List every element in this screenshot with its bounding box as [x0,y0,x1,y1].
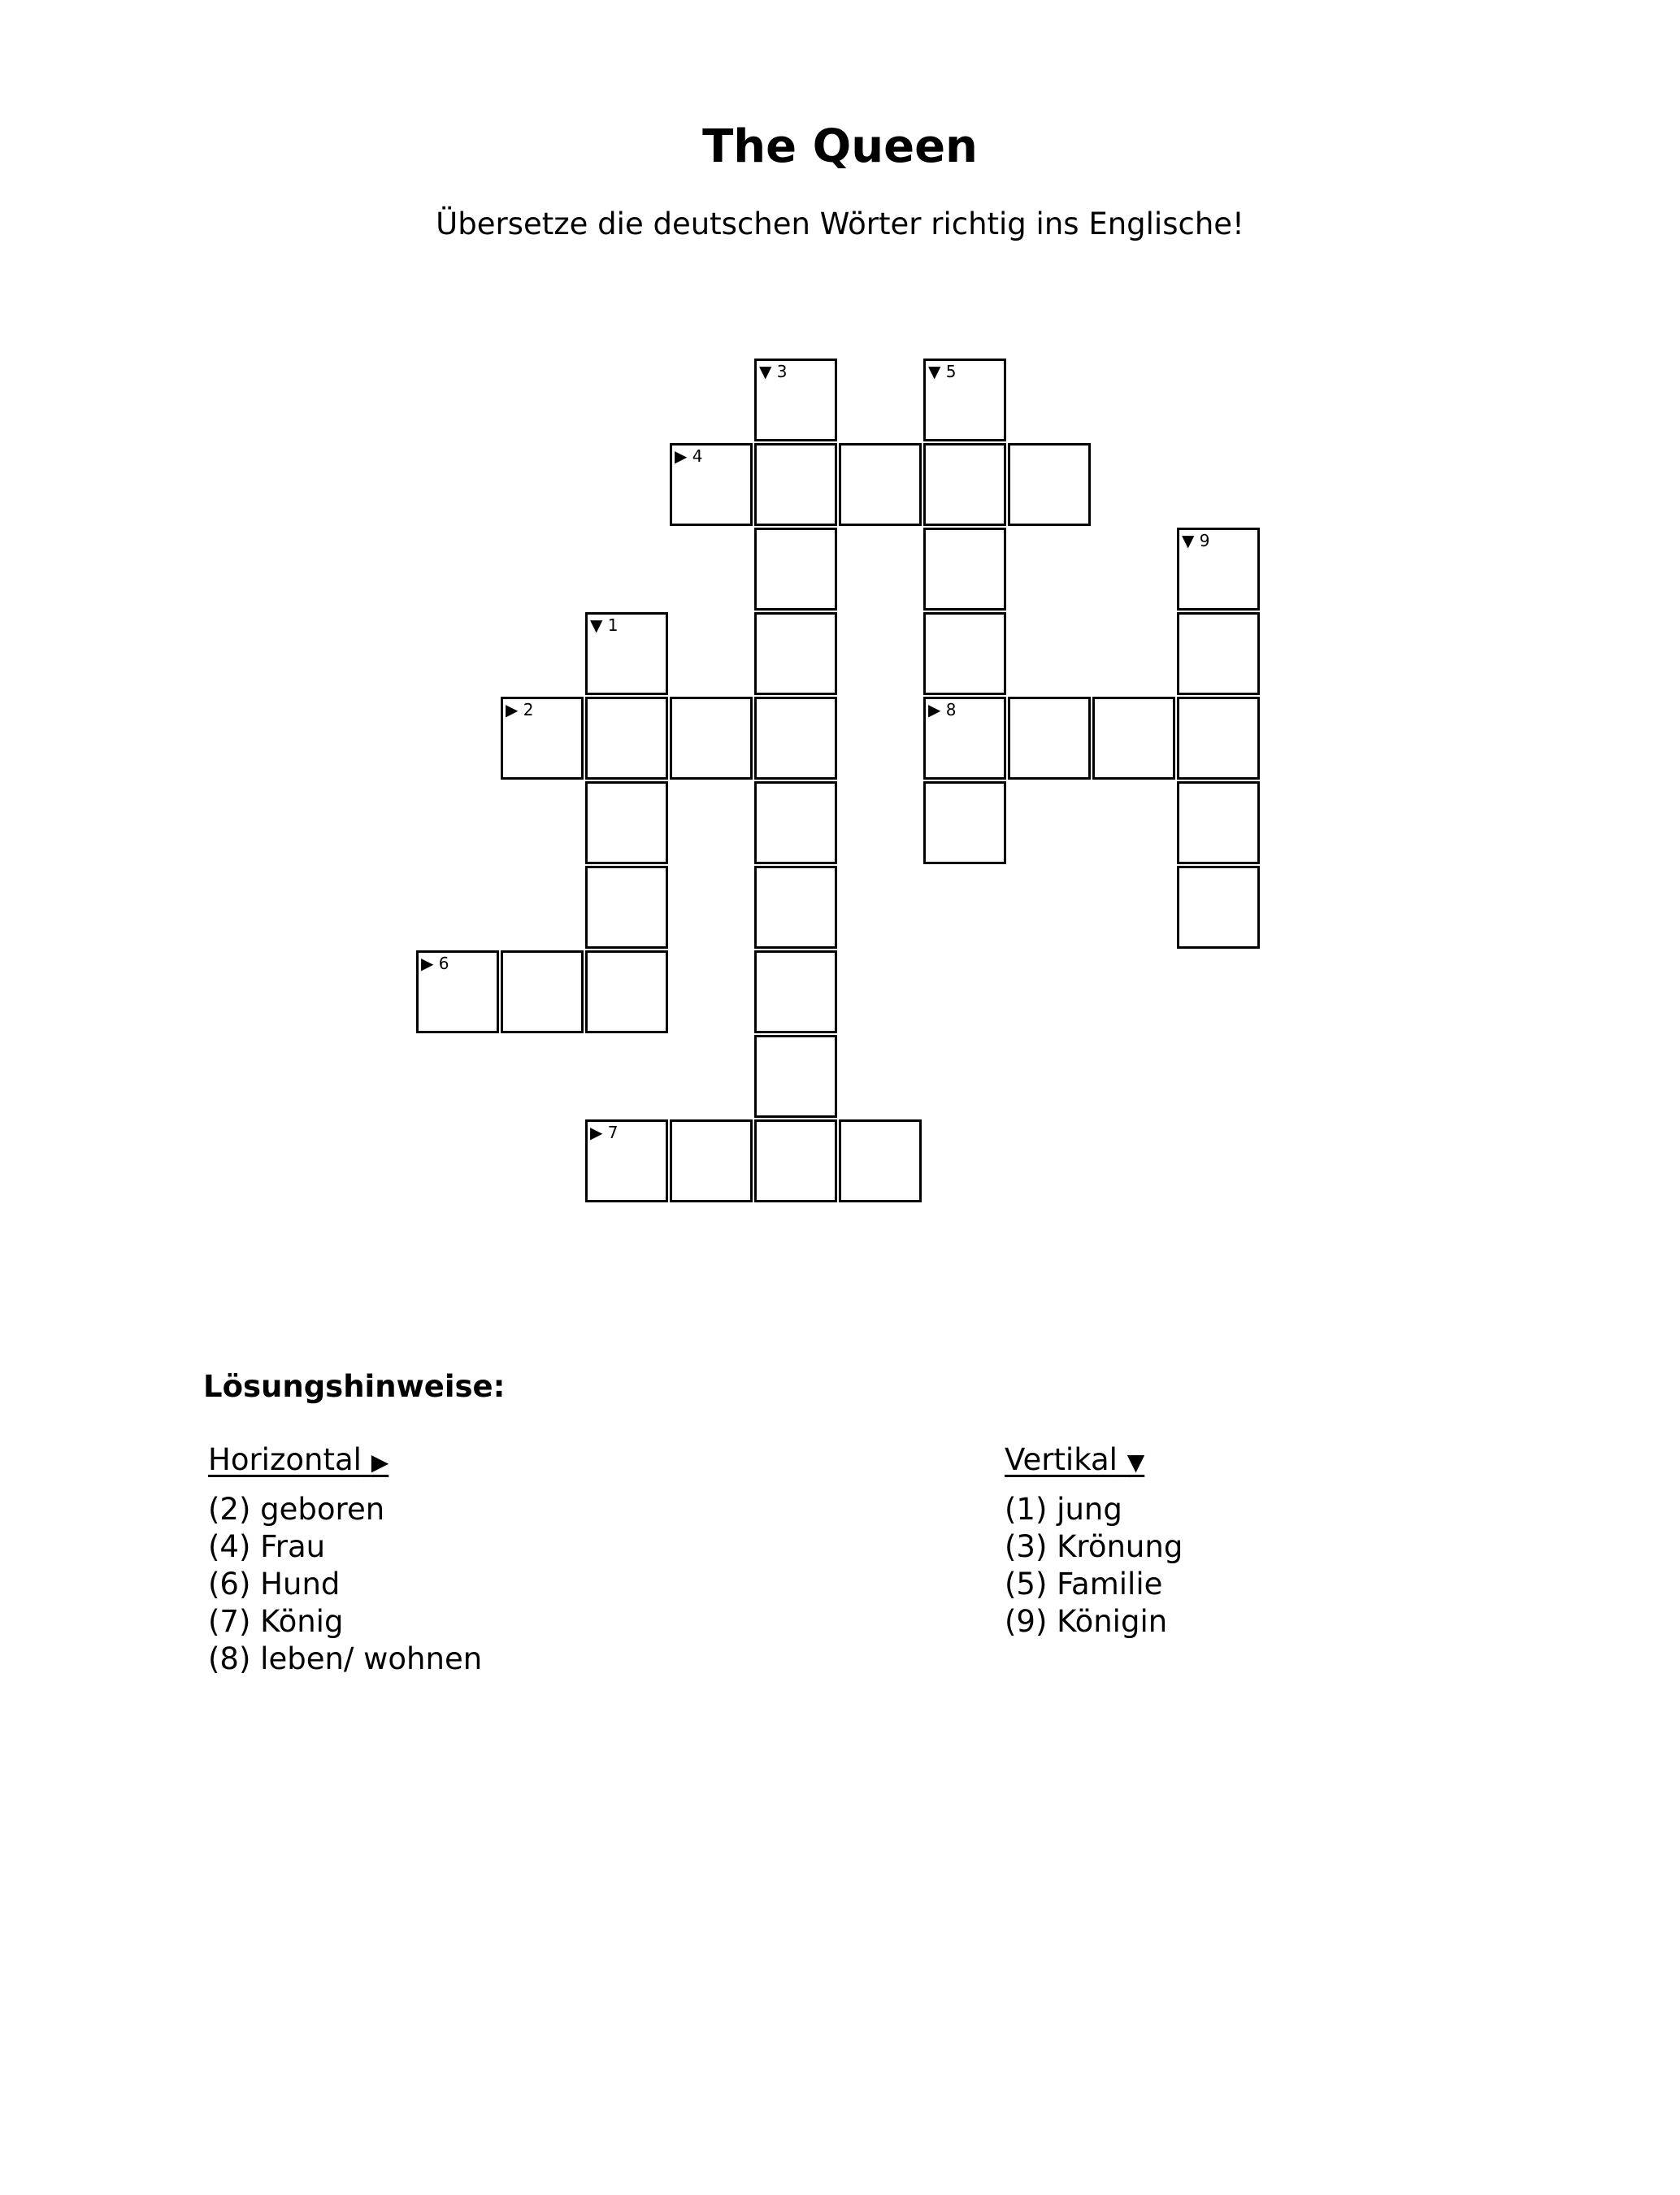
crossword-cell[interactable] [754,1035,837,1118]
crossword-cell[interactable] [585,612,668,695]
crossword-cell[interactable] [1177,612,1260,695]
across-clue: (8) leben/ wohnen [208,1641,483,1676]
down-arrow-icon: ▼ [1127,1449,1145,1476]
crossword-cell[interactable] [1177,528,1260,611]
crossword-cell[interactable] [923,612,1006,695]
crossword-cell[interactable] [754,612,837,695]
crossword-cell[interactable] [923,359,1006,441]
clue-number: ▶ 2 [506,700,534,719]
down-label: Vertikal [1005,1442,1118,1477]
across-clue: (6) Hund [208,1567,341,1602]
hints-heading: Lösungshinweise: [203,1369,506,1404]
down-clue: (1) jung [1005,1492,1122,1527]
crossword-cell[interactable] [923,697,1006,780]
across-clue: (2) geboren [208,1492,385,1527]
crossword-cell[interactable] [754,781,837,864]
crossword-cell[interactable] [501,697,584,780]
crossword-cell[interactable] [416,950,499,1033]
crossword-cell[interactable] [754,528,837,611]
crossword-cell[interactable] [754,866,837,949]
crossword-cell[interactable] [839,1119,922,1202]
across-label: Horizontal [208,1442,362,1477]
crossword-cell[interactable] [923,443,1006,526]
crossword-cell[interactable] [670,443,753,526]
across-clue: (4) Frau [208,1529,326,1564]
crossword-cell[interactable] [670,1119,753,1202]
instructions: Übersetze die deutschen Wörter richtig ins Englische! [436,206,1244,241]
crossword-cell[interactable] [501,950,584,1033]
crossword-cell[interactable] [839,443,922,526]
clue-number: ▼ 9 [1182,531,1210,550]
crossword-cell[interactable] [585,697,668,780]
clue-number: ▶ 6 [421,954,449,973]
clue-number: ▼ 1 [590,615,619,635]
crossword-cell[interactable] [754,1119,837,1202]
crossword-cell[interactable] [754,443,837,526]
down-clue: (3) Krönung [1005,1529,1183,1564]
crossword-cell[interactable] [923,528,1006,611]
crossword-cell[interactable] [585,866,668,949]
across-clue: (7) König [208,1604,344,1639]
crossword-cell[interactable] [1008,697,1091,780]
crossword-cell[interactable] [585,950,668,1033]
down-heading [1005,1441,1183,1481]
clue-number: ▼ 5 [928,362,957,381]
crossword-cell[interactable] [585,1119,668,1202]
down-clue: (9) Königin [1005,1604,1168,1639]
crossword-cell[interactable] [923,781,1006,864]
crossword-cell[interactable] [1177,866,1260,949]
down-clues [1005,1441,1183,1641]
crossword-cell[interactable] [1092,697,1175,780]
clue-number: ▶ 7 [590,1123,619,1142]
crossword-cell[interactable] [754,950,837,1033]
crossword-cell[interactable] [585,781,668,864]
clue-number: ▶ 4 [675,446,703,466]
crossword-cell[interactable] [1177,697,1260,780]
crossword-cell[interactable] [1177,781,1260,864]
crossword-cell[interactable] [1008,443,1091,526]
clue-number: ▼ 3 [759,362,788,381]
crossword-cell[interactable] [670,697,753,780]
across-heading [208,1441,482,1481]
clue-number: ▶ 8 [928,700,957,719]
crossword-cell[interactable] [754,359,837,441]
down-clue: (5) Familie [1005,1567,1163,1602]
right-arrow-icon: ▶ [371,1449,389,1476]
page-title: The Queen [702,120,978,173]
across-clues [208,1441,482,1678]
crossword-cell[interactable] [754,697,837,780]
